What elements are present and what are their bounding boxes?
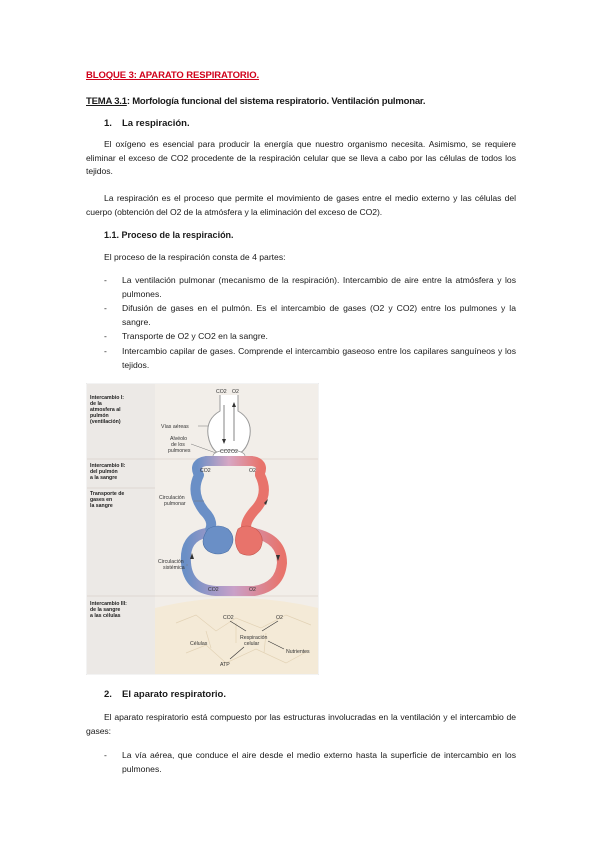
subsection-intro: El proceso de la respiración consta de 4 partes: — [104, 252, 286, 262]
callout-pulmonary-1: Circulación — [159, 495, 185, 501]
subsection-heading: 1.1. Proceso de la respiración. — [104, 230, 234, 240]
gas-co2-alveolus: CO2 — [220, 449, 231, 455]
gas-co2-top: CO2 — [216, 389, 227, 395]
svg-text:del pulmón: del pulmón — [90, 469, 118, 475]
list-item: - Intercambio capilar de gases. Comprende el intercambio gaseoso entre los capilares sanguíneos y los tejidos. — [104, 345, 516, 370]
svg-text:CO2: CO2 — [200, 468, 211, 474]
svg-text:gases en: gases en — [90, 497, 113, 503]
svg-text:Intercambio III:: Intercambio III: — [90, 601, 127, 607]
svg-text:a las células: a las células — [90, 613, 121, 619]
block-title: BLOQUE 3: APARATO RESPIRATORIO. — [86, 70, 260, 81]
callout-airways: Vías aéreas — [161, 424, 189, 430]
cell-respiration-2: celular — [244, 641, 260, 647]
section2-paragraph: El aparato respiratorio está compuesto por las estructuras involucradas en la ventilación y el intercambio de gases: — [86, 712, 516, 736]
svg-text:O2: O2 — [276, 615, 283, 621]
svg-text:O2: O2 — [249, 587, 256, 593]
respiration-diagram — [86, 383, 319, 675]
topic-number: TEMA 3.1 — [86, 96, 127, 107]
callout-alveolus-3: pulmones — [168, 448, 191, 454]
heart-right — [203, 526, 233, 554]
list-item: - Transporte de O2 y CO2 en la sangre. — [104, 331, 268, 342]
process-list — [104, 274, 516, 373]
callout-systemic-2: sistémica — [163, 565, 185, 571]
svg-text:atmosfera al: atmosfera al — [90, 407, 121, 413]
topic-heading — [86, 96, 425, 107]
callout-pulmonary-2: pulmonar — [164, 501, 186, 507]
callout-atp: ATP — [220, 662, 230, 668]
callout-cells: Células — [190, 641, 208, 647]
section1-paragraph-2: La respiración es el proceso que permite el movimiento de gases entre el medio externo y las células del cuerpo (obtención del O2 de la atmósfera y la eliminación del exceso de CO2). — [86, 193, 516, 217]
cells-region — [155, 598, 318, 674]
gas-o2-alveolus: O2 — [231, 449, 238, 455]
section2-number: 2. — [104, 689, 112, 700]
respiration-diagram-svg — [86, 383, 319, 675]
section1-heading — [104, 118, 190, 129]
svg-text:a la sangre: a la sangre — [90, 475, 118, 481]
svg-text:Transporte de: Transporte de — [90, 491, 125, 497]
list-item: - Difusión de gases en el pulmón. Es el intercambio de gases (O2 y CO2) entre los pulmones y la sangre. — [104, 303, 516, 327]
section1-number: 1. — [104, 118, 112, 129]
airway-list — [104, 749, 516, 777]
callout-alveolus-1: Alvéolo — [170, 436, 188, 442]
svg-text:CO2: CO2 — [223, 615, 234, 621]
section1-title: La respiración. — [122, 118, 190, 129]
svg-text:la sangre: la sangre — [90, 503, 113, 509]
svg-text:de la: de la — [90, 401, 102, 407]
list-item: - La ventilación pulmonar (mecanismo de la respiración). Intercambio de aire entre la atmósfera y los pulmones. — [104, 275, 516, 299]
callout-nutrients: Nutrientes — [286, 649, 310, 655]
section2-title: El aparato respiratorio. — [122, 689, 227, 700]
left-label-panel — [87, 384, 155, 674]
section2-heading — [104, 689, 226, 700]
topic-title: : Morfología funcional del sistema respiratorio. Ventilación pulmonar. — [126, 96, 426, 107]
svg-text:(ventilación): (ventilación) — [90, 419, 121, 425]
svg-text:CO2: CO2 — [208, 587, 219, 593]
callout-alveolus-2: de los — [171, 442, 185, 448]
cell-respiration-1: Respiración — [240, 635, 268, 641]
label-exchange-1 — [90, 395, 124, 425]
callout-systemic-1: Circulación — [158, 559, 184, 565]
section1-paragraph-1: El oxígeno es esencial para producir la energía que nuestro organismo necesita. Asimismo, se requiere eliminar el exceso de CO2 procedente de la respiración celular que se lleva a cabo por las células de todos los tejidos. — [86, 139, 516, 177]
svg-text:de la sangre: de la sangre — [90, 607, 121, 613]
list-item: - La vía aérea, que conduce el aire desde el medio externo hasta la superficie de intercambio en los pulmones. — [104, 750, 516, 774]
svg-text:Intercambio II:: Intercambio II: — [90, 463, 126, 469]
svg-text:Intercambio I:: Intercambio I: — [90, 395, 125, 401]
svg-text:pulmón: pulmón — [90, 413, 109, 419]
svg-text:O2: O2 — [249, 468, 256, 474]
gas-o2-top: O2 — [232, 389, 239, 395]
